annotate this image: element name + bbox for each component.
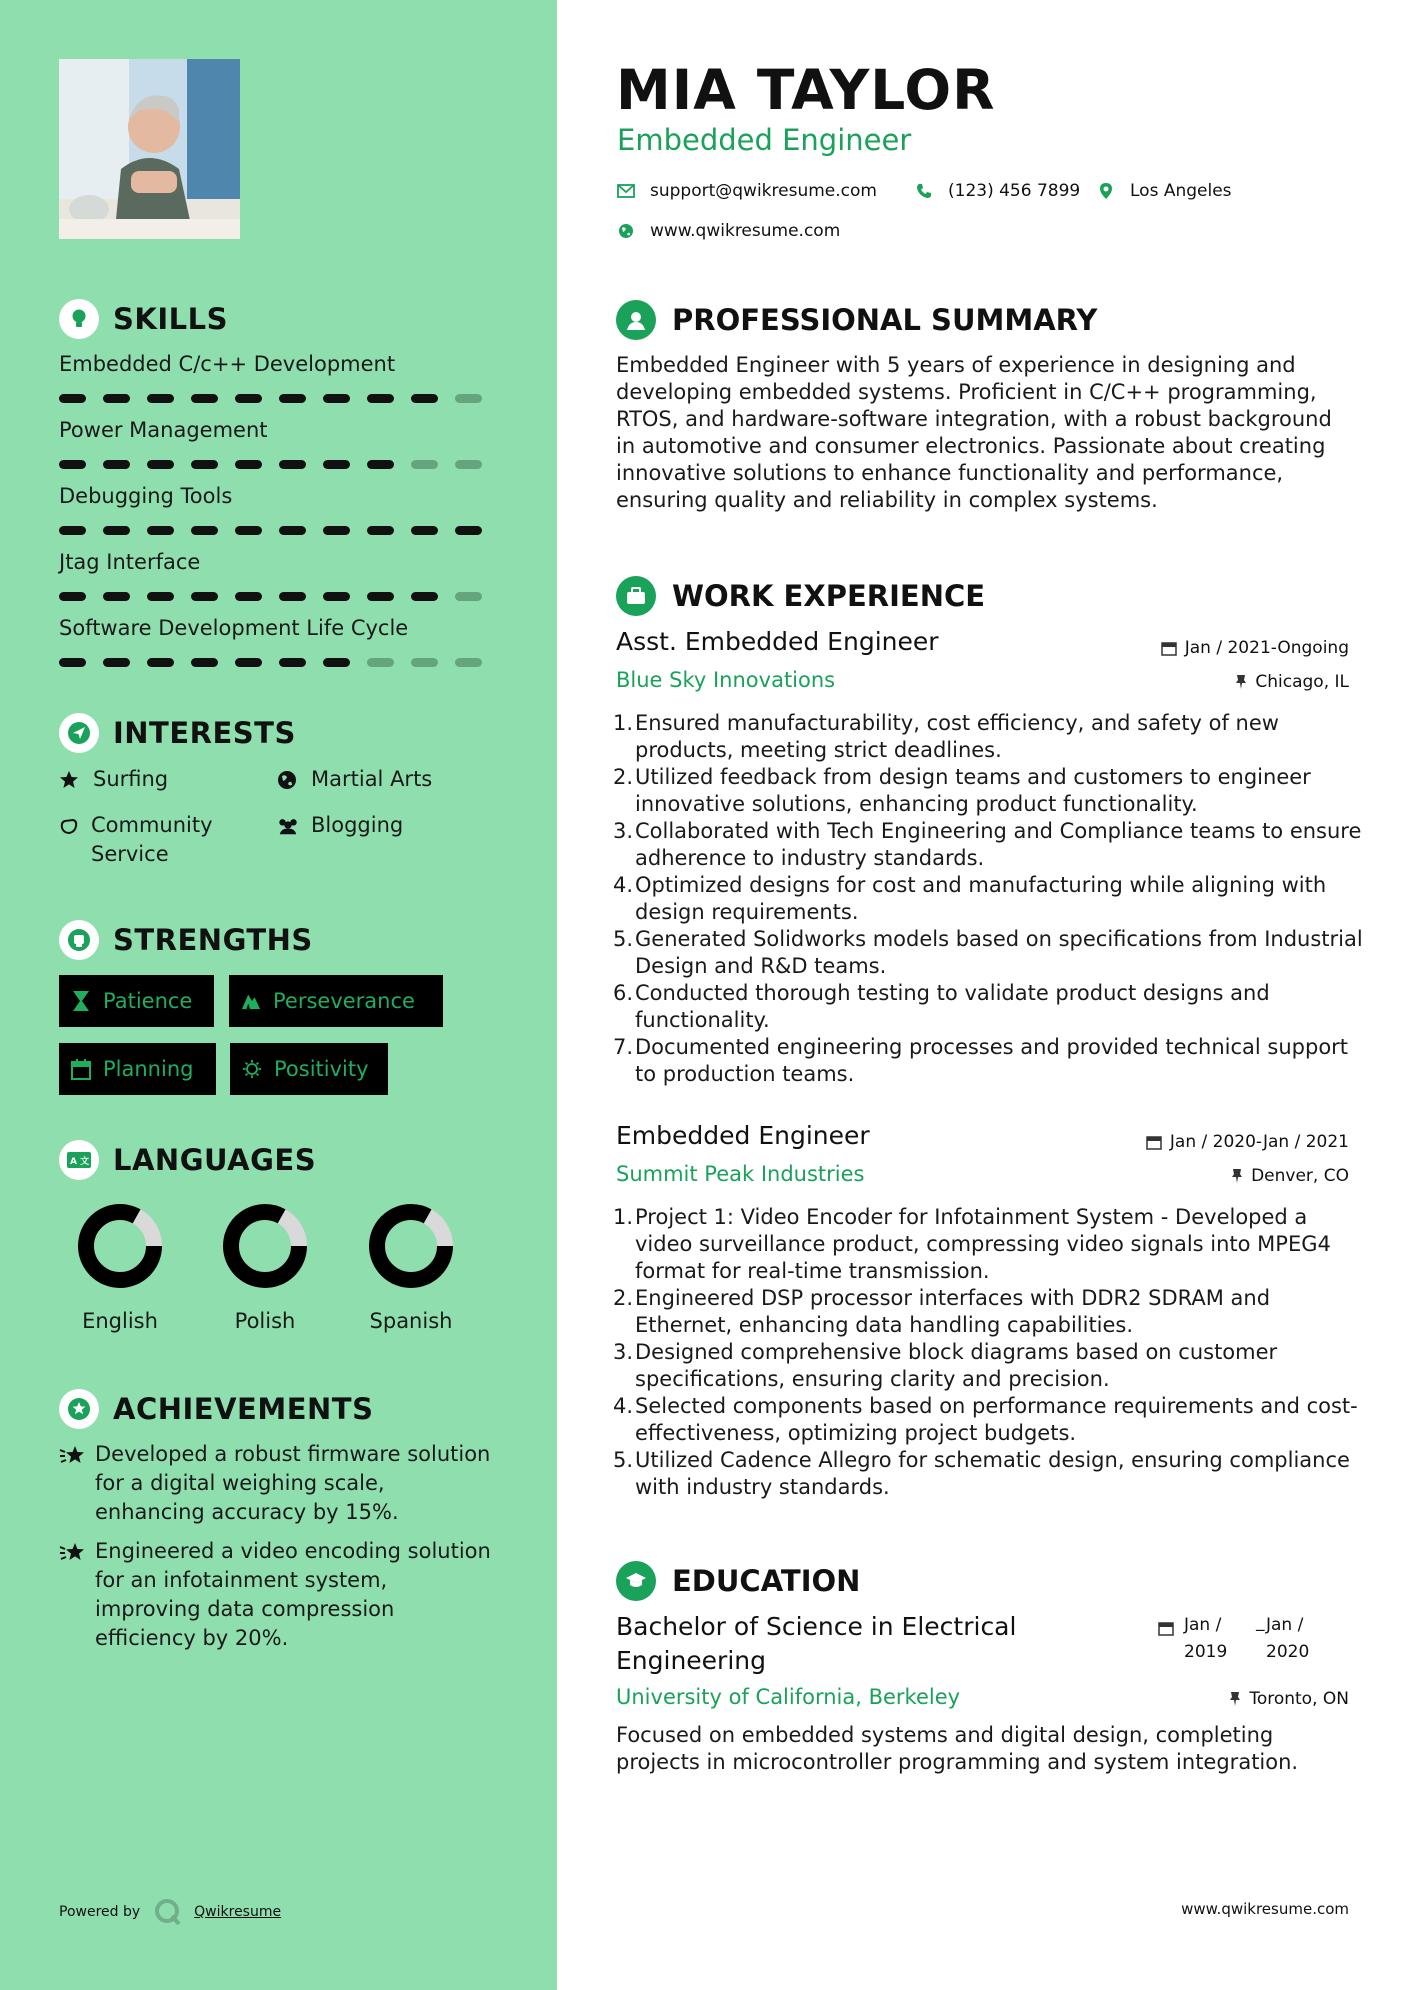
skill-level-segment [59,394,86,403]
skill-level-bar [59,592,499,601]
map-pin-icon [1096,182,1116,200]
star-icon [59,765,81,794]
bullet-text: Engineered DSP processor interfaces with DDR2 SDRAM and Ethernet, enhancing data handling capabilities. [635,1286,1271,1337]
bullet-text: Ensured manufacturability, cost efficiency, and safety of new products, meeting strict deadlines. [635,711,1279,762]
skill-level-segment [455,460,482,469]
users-icon [277,811,299,840]
language-proficiency-ring [222,1203,308,1289]
calendar-icon [1146,1134,1162,1150]
language-proficiency-ring [77,1203,163,1289]
graduation-icon [616,1561,656,1601]
skill-level-bar [59,658,499,667]
interest-label: Blogging [311,813,404,837]
contact-location [1096,179,1232,203]
interest-community-service [59,811,259,869]
bullet-item: 1. Ensured manufacturability, cost efficiency, and safety of new products, meeting strict deadlines. [613,711,1279,762]
skill-level-segment [147,592,174,601]
skill-level-segment [147,526,174,535]
skill-level-bar [59,526,499,535]
skill-level-segment [103,394,130,403]
bullet-item: 2. Utilized feedback from design teams and customers to engineer innovative solutions, enhancing product functionality. [613,765,1311,816]
language-name: Polish [234,1309,296,1333]
bullet-text: Conducted thorough testing to validate product designs and functionality. [635,981,1270,1032]
skill-level-segment [191,658,218,667]
skill-level-segment [191,526,218,535]
bullet-text: Selected components based on performance requirements and cost-effectiveness, optimizing project budgets. [635,1394,1358,1445]
skill-level-segment [59,460,86,469]
skill-level-segment [411,460,438,469]
website-text: www.qwikresume.com [650,221,841,241]
achievement-text: Developed a robust firmware solution for a digital weighing scale, enhancing accuracy by 15%. [95,1442,491,1524]
bullet-item: 6. Conducted thorough testing to validate product designs and functionality. [613,981,1270,1032]
bullet-item: 3. Designed comprehensive block diagrams based on customer specifications, ensuring clarity and precision. [613,1340,1278,1391]
strength-badge [59,1043,216,1095]
skill-name: Software Development Life Cycle [59,616,409,640]
location-text: Los Angeles [1130,181,1232,201]
phone-text: (123) 456 7899 [948,181,1081,201]
skill-level-segment [455,592,482,601]
contact-phone[interactable] [914,179,1080,203]
interest-martial-arts [277,765,432,794]
pin-icon [1235,674,1247,690]
bullet-text: Designed comprehensive block diagrams based on customer specifications, ensuring clarity and precision. [635,1340,1278,1391]
skill-level-segment [323,394,350,403]
education-end: Jan / 2020 [1266,1615,1310,1662]
job-dates-text: Jan / 2020-Jan / 2021 [1169,1132,1349,1152]
briefcase-icon [616,576,656,616]
skill-level-segment [279,460,306,469]
skill-level-segment [323,658,350,667]
job-dates [1146,1132,1349,1152]
phone-icon [914,183,934,199]
summary-text: Embedded Engineer with 5 years of experience in designing and developing embedded systems. Proficient in C/C++ programming, RTOS, and hardware-software integration, with a robust background in automotive and consumer electronics. Passionate about creating innovative solutions to enhance functionality and performance, ensuring quality and reliability in complex systems. [616,353,1332,512]
languages-title: LANGUAGES [113,1143,317,1177]
job-company: Summit Peak Industries [616,1162,865,1186]
bullet-item: 5. Utilized Cadence Allegro for schematic design, ensuring compliance with industry standards. [613,1448,1350,1499]
skill-level-segment [191,460,218,469]
skill-level-segment [279,394,306,403]
skill-level-segment [455,394,482,403]
job-bullets [613,1204,1363,1501]
education-text: Focused on embedded systems and digital design, completing projects in microcontroller programming and system integration. [616,1723,1299,1774]
skill-level-segment [147,460,174,469]
job-company: Blue Sky Innovations [616,668,836,692]
skill-item [59,547,499,601]
achievement-text: Engineered a video encoding solution for an infotainment system, improving data compression efficiency by 20%. [95,1539,491,1650]
candidate-name: MIA TAYLOR [616,58,996,122]
powered-by [59,1898,281,1926]
job-title: Asst. Embedded Engineer [616,627,939,656]
skill-level-segment [103,460,130,469]
language-icon [59,1140,99,1180]
skill-name: Debugging Tools [59,484,233,508]
skill-level-segment [367,394,394,403]
skill-level-segment [411,394,438,403]
calendar-icon [1158,1620,1174,1640]
skill-level-segment [235,460,262,469]
skill-level-segment [59,658,86,667]
achievement-item [59,1440,499,1527]
strength-label: Planning [103,1057,194,1081]
contact-email[interactable] [616,179,877,203]
language-item [190,1203,340,1333]
bullet-text: Utilized Cadence Allegro for schematic design, ensuring compliance with industry standards. [635,1448,1350,1499]
paper-plane-icon [59,713,99,753]
skill-level-segment [191,394,218,403]
calendar-icon [71,1057,91,1081]
email-text: support@qwikresume.com [650,181,877,201]
skill-level-segment [191,592,218,601]
user-icon [616,300,656,340]
education-location [1229,1689,1349,1709]
job-title: Embedded Engineer [616,1121,870,1150]
contact-website[interactable] [616,219,840,243]
fist-icon [59,920,99,960]
achievements-header [59,1389,373,1429]
interest-label: Community Service [91,813,213,866]
language-item [45,1203,195,1333]
skill-level-segment [235,592,262,601]
bullet-item: 7. Documented engineering processes and provided technical support to production teams. [613,1035,1349,1086]
skill-level-segment [367,658,394,667]
skill-level-segment [103,526,130,535]
skill-level-segment [279,658,306,667]
skill-level-segment [279,592,306,601]
hand-icon [59,811,79,840]
education-title: EDUCATION [672,1564,861,1598]
envelope-icon [616,184,636,198]
pin-icon [1229,1691,1241,1707]
achievements-title: ACHIEVEMENTS [113,1392,374,1426]
education-start: Jan / 2019 [1184,1615,1228,1662]
star-burst-icon [59,1440,95,1527]
trophy-star-icon [59,1389,99,1429]
job-dates-text: Jan / 2021-Ongoing [1184,638,1349,658]
experience-title: WORK EXPERIENCE [672,579,986,613]
sidebar [0,0,557,1990]
strength-label: Positivity [274,1057,369,1081]
skill-level-segment [103,592,130,601]
summary-title: PROFESSIONAL SUMMARY [672,303,1098,337]
interests-title: INTERESTS [113,716,296,750]
lightbulb-icon [59,299,99,339]
bullet-item: 4. Optimized designs for cost and manufacturing while aligning with design requirements. [613,873,1327,924]
globe-icon [277,765,299,794]
skill-level-segment [367,592,394,601]
skill-item [59,415,499,469]
skill-level-bar [59,394,499,403]
skill-level-segment [59,592,86,601]
bullet-item: 5. Generated Solidworks models based on specifications from Industrial Design and R&D teams. [613,927,1363,978]
job-bullets [613,710,1363,1088]
profile-photo [59,59,240,239]
powered-label: Powered by [59,1904,141,1920]
skill-level-segment [147,658,174,667]
skill-level-segment [367,460,394,469]
skill-level-segment [235,394,262,403]
date-separator: _ [1256,1612,1265,1632]
bullet-text: Utilized feedback from design teams and customers to engineer innovative solutions, enhancing product functionality. [635,765,1311,816]
strength-badge [59,975,214,1027]
skill-level-segment [103,658,130,667]
skill-level-segment [59,526,86,535]
bullet-text: Project 1: Video Encoder for Infotainment System - Developed a video surveillance product, compressing video signals into MPEG4 format for real-time transmission. [635,1205,1331,1283]
bullet-text: Collaborated with Tech Engineering and Compliance teams to ensure adherence to industry standards. [635,819,1362,870]
strengths-title: STRENGTHS [113,923,313,957]
job-dates [1161,638,1349,658]
language-name: Spanish [369,1309,453,1333]
skill-level-segment [323,592,350,601]
bullet-item: 3. Collaborated with Tech Engineering and Compliance teams to ensure adherence to industry standards. [613,819,1362,870]
language-proficiency-ring [368,1203,454,1289]
sun-icon [242,1057,262,1081]
candidate-role: Embedded Engineer [617,123,912,157]
calendar-icon [1161,640,1177,656]
hourglass-icon [71,989,91,1013]
skill-level-segment [411,526,438,535]
skill-level-bar [59,460,499,469]
skill-level-segment [235,526,262,535]
skill-name: Jtag Interface [59,550,201,574]
interest-label: Surfing [93,767,169,791]
skill-level-segment [235,658,262,667]
strength-label: Patience [103,989,193,1013]
education-location-text: Toronto, ON [1249,1689,1349,1709]
skill-level-segment [279,526,306,535]
globe-icon [616,223,636,239]
skill-name: Embedded C/c++ Development [59,352,396,376]
footer-url[interactable]: www.qwikresume.com [1181,1900,1349,1918]
strengths-header [59,920,313,960]
summary-header [616,298,1097,342]
interest-label: Martial Arts [311,767,433,791]
strength-label: Perseverance [273,989,415,1013]
skill-level-segment [455,658,482,667]
bullet-item: 4. Selected components based on performance requirements and cost-effectiveness, optimizing project budgets. [613,1394,1358,1445]
skills-header [59,299,228,339]
strength-badge [229,975,443,1027]
experience-header [616,574,985,618]
job-location [1231,1166,1349,1186]
interest-blogging [277,811,403,840]
bullet-text: Documented engineering processes and provided technical support to production teams. [635,1035,1349,1086]
bullet-item: 1. Project 1: Video Encoder for Infotainment System - Developed a video surveillance product, compressing video signals into MPEG4 format for real-time transmission. [613,1205,1331,1283]
bullet-text: Optimized designs for cost and manufacturing while aligning with design requirements. [635,873,1327,924]
skill-level-segment [323,526,350,535]
job-location-text: Denver, CO [1251,1166,1349,1186]
achievement-item [59,1537,499,1653]
mountain-icon [241,989,261,1013]
skill-item [59,349,499,403]
skill-level-segment [411,658,438,667]
svg-text:A 文: A 文 [70,1157,90,1167]
skill-level-segment [323,460,350,469]
bullet-item: 2. Engineered DSP processor interfaces with DDR2 SDRAM and Ethernet, enhancing data handling capabilities. [613,1286,1271,1337]
language-item [336,1203,486,1333]
skill-item [59,613,499,667]
interests-header [59,713,296,753]
skill-level-segment [455,526,482,535]
interest-surfing [59,765,168,794]
strength-badge [230,1043,388,1095]
language-name: English [82,1309,158,1333]
skill-level-segment [147,394,174,403]
skill-level-segment [367,526,394,535]
skill-name: Power Management [59,418,268,442]
job-location-text: Chicago, IL [1255,672,1349,692]
skill-item [59,481,499,535]
languages-header [59,1140,316,1180]
qwikresume-logo-icon [154,1898,182,1926]
qwikresume-link[interactable]: Qwikresume [194,1904,282,1920]
pin-icon [1231,1168,1243,1184]
job-location [1235,672,1349,692]
skills-title: SKILLS [113,302,228,336]
school-name: University of California, Berkeley [616,1685,961,1709]
bullet-text: Generated Solidworks models based on specifications from Industrial Design and R&D teams. [635,927,1363,978]
star-burst-icon [59,1537,95,1653]
education-header [616,1559,860,1603]
skill-level-segment [411,592,438,601]
degree-title: Bachelor of Science in Electrical Engineering [616,1612,1017,1675]
